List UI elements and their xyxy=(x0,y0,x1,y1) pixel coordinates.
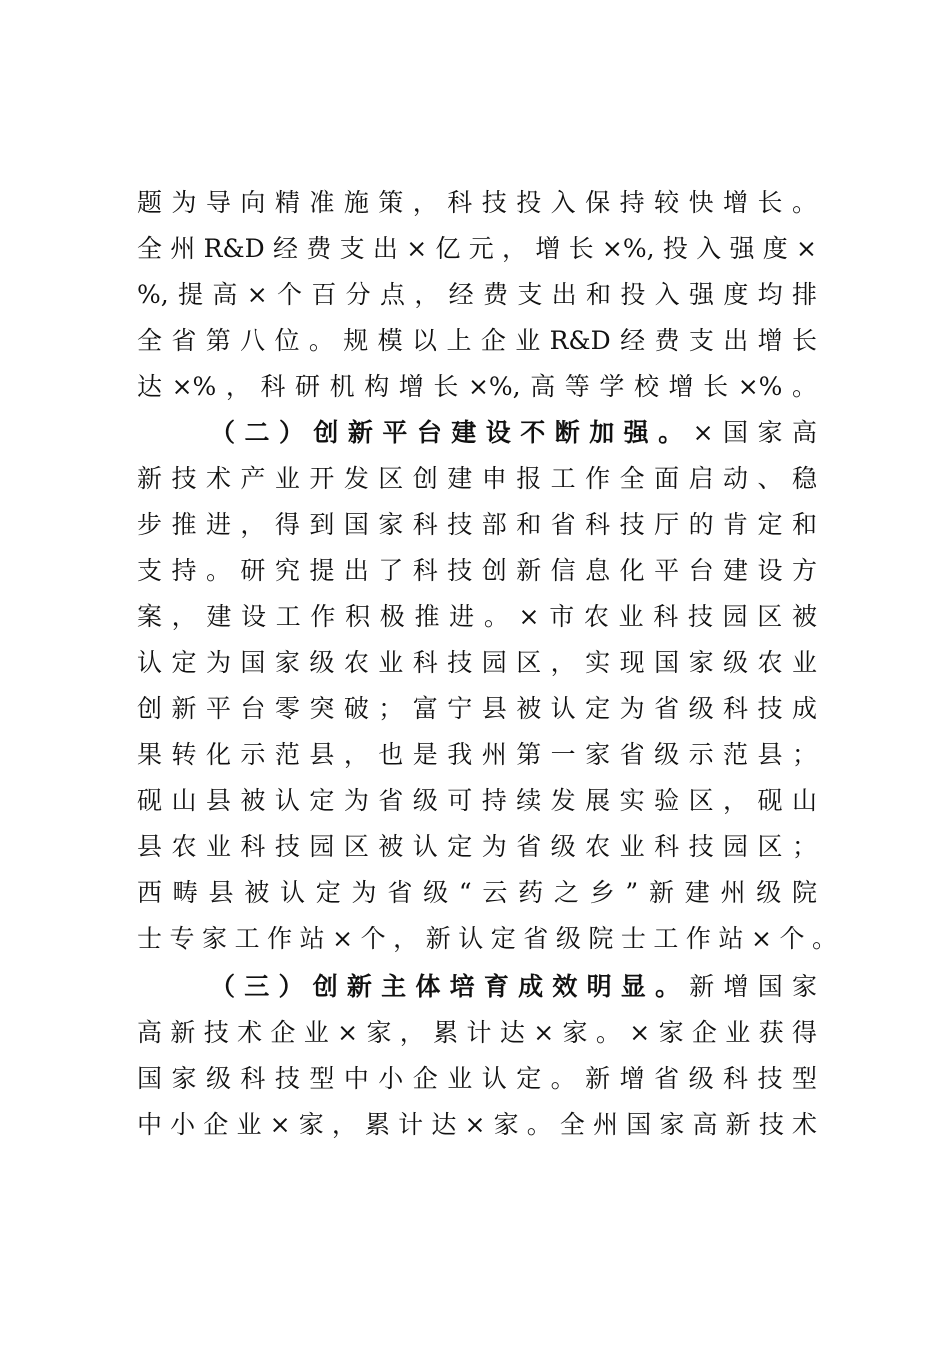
paragraph-text: 新增国家 xyxy=(689,972,817,1001)
section-heading-3: （三）创新主体培育成效明显。 xyxy=(210,972,690,1001)
paragraph-line: 全州R&D经费支出×亿元，增长×%,投入强度× xyxy=(137,234,817,263)
paragraph-line: 国家级科技型中小企业认定。新增省级科技型 xyxy=(137,1064,817,1093)
section-heading-2: （二）创新平台建设不断加强。 xyxy=(210,418,693,447)
paragraph-line: 认定为国家级农业科技园区，实现国家级农业 xyxy=(137,648,817,677)
paragraph-line: 全省第八位。规模以上企业R&D经费支出增长 xyxy=(137,326,817,355)
paragraph-line: 支持。研究提出了科技创新信息化平台建设方 xyxy=(137,556,817,585)
paragraph-line: 创新平台零突破；富宁县被认定为省级科技成 xyxy=(137,694,817,723)
paragraph-line: 县农业科技园区被认定为省级农业科技园区； xyxy=(137,832,817,861)
paragraph-text: ×国家高 xyxy=(692,418,817,447)
section-heading-line xyxy=(210,413,817,453)
paragraph-line: 案，建设工作积极推进。×市农业科技园区被 xyxy=(137,602,817,631)
paragraph-line: 中小企业×家，累计达×家。全州国家高新技术 xyxy=(137,1110,817,1139)
paragraph-line: 达×%，科研机构增长×%,高等学校增长×%。 xyxy=(137,372,817,401)
paragraph-line: 砚山县被认定为省级可持续发展实验区，砚山 xyxy=(137,786,817,815)
paragraph-line: 步推进，得到国家科技部和省科技厅的肯定和 xyxy=(137,510,817,539)
paragraph-line: 果转化示范县，也是我州第一家省级示范县； xyxy=(137,740,817,769)
paragraph-line: 士专家工作站×个，新认定省级院士工作站×个。 xyxy=(137,924,837,953)
paragraph-line: %,提高×个百分点，经费支出和投入强度均排 xyxy=(137,280,817,309)
paragraph-line: 西畴县被认定为省级“云药之乡”新建州级院 xyxy=(137,878,817,907)
paragraph-line: 题为导向精准施策，科技投入保持较快增长。 xyxy=(137,188,817,217)
paragraph-line: 高新技术企业×家，累计达×家。×家企业获得 xyxy=(137,1018,817,1047)
section-heading-line xyxy=(210,967,817,1007)
paragraph-line: 新技术产业开发区创建申报工作全面启动、稳 xyxy=(137,464,817,493)
